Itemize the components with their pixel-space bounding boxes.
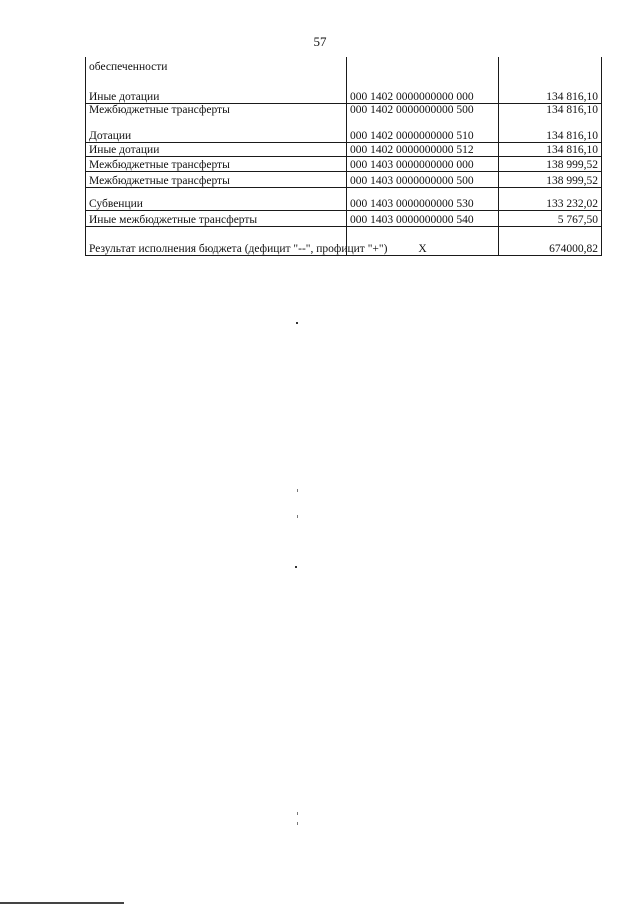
row-code: 000 1403 0000000000 540 [347,210,499,226]
scan-speck [297,822,298,825]
bottom-rule [0,902,124,904]
row-name: Иные дотации [86,142,347,156]
row-amount: 138 999,52 [499,156,602,171]
table-row [86,81,602,103]
page-number: 57 [313,34,327,49]
row-name: Иные дотации [86,81,347,103]
row-code [347,57,499,81]
table-row [86,210,602,226]
row-amount: 133 232,02 [499,187,602,210]
row-code: 000 1403 0000000000 530 [347,187,499,210]
table-row [86,226,602,255]
row-code: 000 1402 0000000000 512 [347,142,499,156]
row-amount [499,57,602,81]
table-row [86,116,602,142]
table-row [86,57,602,81]
scan-speck [297,812,298,815]
row-amount: 134 816,10 [499,81,602,103]
table-row [86,156,602,171]
row-name: Результат исполнения бюджета (дефицит "--", профицит "+") [86,226,347,255]
row-amount: 134 816,10 [499,142,602,156]
row-name: Межбюджетные трансферты [86,171,347,187]
row-name: обеспеченности [86,57,347,81]
row-amount: 134 816,10 [499,103,602,116]
row-name: Межбюджетные трансферты [86,156,347,171]
row-code: X [347,226,499,255]
scan-speck [297,489,298,492]
scan-speck [295,566,297,568]
budget-table-container [85,57,601,256]
table-row [86,187,602,210]
row-name: Субвенции [86,187,347,210]
row-code: 000 1403 0000000000 000 [347,156,499,171]
scan-speck [296,322,298,324]
table-row [86,142,602,156]
row-code: 000 1402 0000000000 510 [347,116,499,142]
row-amount: 674000,82 [499,226,602,255]
row-name: Дотации [86,116,347,142]
row-code: 000 1402 0000000000 500 [347,103,499,116]
budget-table [85,57,602,256]
row-name: Иные межбюджетные трансферты [86,210,347,226]
scan-speck [297,515,298,518]
row-amount: 138 999,52 [499,171,602,187]
table-row [86,171,602,187]
row-code: 000 1402 0000000000 000 [347,81,499,103]
row-code: 000 1403 0000000000 500 [347,171,499,187]
row-amount: 5 767,50 [499,210,602,226]
row-name: Межбюджетные трансферты [86,103,347,116]
table-row [86,103,602,116]
row-amount: 134 816,10 [499,116,602,142]
